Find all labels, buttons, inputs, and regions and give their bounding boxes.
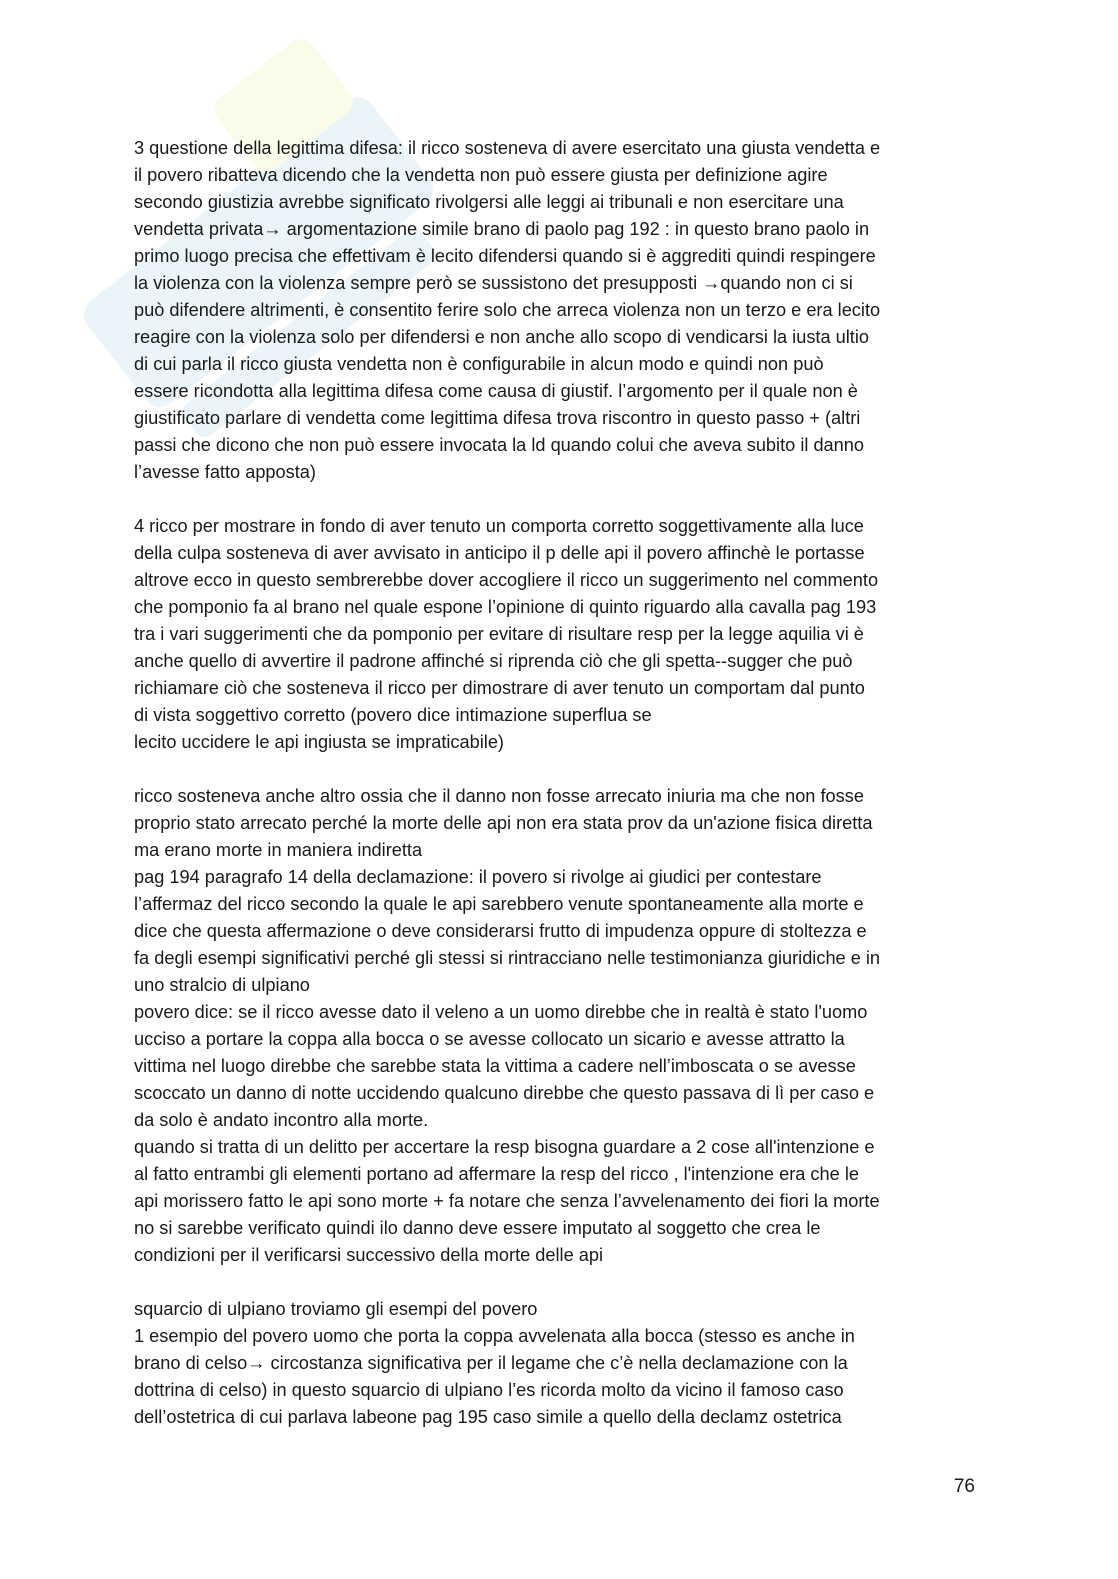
text-line: della culpa sosteneva di aver avvisato in anticipo il p delle api il povero affinchè le portasse	[134, 543, 865, 563]
text-line: può difendere altrimenti, è consentito ferire solo che arreca violenza non un terzo e era lecito	[134, 300, 881, 320]
text-line: ricco sosteneva anche altro ossia che il danno non fosse arrecato iniuria ma che non fosse	[134, 786, 864, 806]
text-line: api morissero fatto le api sono morte + fa notare che senza l’avvelenamento dei fiori la morte	[134, 1191, 880, 1211]
text-line: proprio stato arrecato perché la morte delle api non era stata prov da un'azione fisica diretta	[134, 813, 873, 833]
text-line: al fatto entrambi gli elementi portano ad affermare la resp del ricco , l'intenzione era che le	[134, 1164, 859, 1184]
text-line: 4 ricco per mostrare in fondo di aver tenuto un comporta corretto soggettivamente alla luce	[134, 516, 864, 536]
paragraph-legittima-difesa	[134, 135, 984, 486]
text-line: ucciso a portare la coppa alla bocca o se avesse collocato un sicario e avesse attratto la	[134, 1029, 845, 1049]
text-line: uno stralcio di ulpiano	[134, 975, 310, 995]
paragraph-danno-indiretto	[134, 783, 984, 1269]
text-line: giustificato parlare di vendetta come legittima difesa trova riscontro in questo passo + (altri	[134, 408, 861, 428]
text-line: essere ricondotta alla legittima difesa come causa di giustif. l’argomento per il quale non è	[134, 381, 858, 401]
text-line: squarcio di ulpiano troviamo gli esempi del povero	[134, 1299, 538, 1319]
text-line: passi che dicono che non può essere invocata la ld quando colui che aveva subito il danno	[134, 435, 865, 455]
text-line: no si sarebbe verificato quindi ilo danno deve essere imputato al soggetto che crea le	[134, 1218, 821, 1238]
text-line: il povero ribatteva dicendo che la vendetta non può essere giusta per definizione agire	[134, 165, 828, 185]
text-line: quando si tratta di un delitto per accertare la resp bisogna guardare a 2 cose all'intenzione e	[134, 1137, 875, 1157]
text-line: da solo è andato incontro alla morte.	[134, 1110, 429, 1130]
text-line: pag 194 paragrafo 14 della declamazione: il povero si rivolge ai giudici per contestare	[134, 867, 822, 887]
text-line: altrove ecco in questo sembrerebbe dover accogliere il ricco un suggerimento nel commento	[134, 570, 879, 590]
text-line: 1 esempio del povero uomo che porta la coppa avvelenata alla bocca (stesso es anche in	[134, 1326, 855, 1346]
page-text	[134, 135, 984, 1458]
text-line: 3 questione della legittima difesa: il ricco sosteneva di avere esercitato una giusta vendetta e	[134, 138, 881, 158]
text-line: scoccato un danno di notte uccidendo qualcuno direbbe che questo passava di lì per caso e	[134, 1083, 875, 1103]
paragraph-avviso-ricco	[134, 513, 984, 756]
text-line: che pomponio fa al brano nel quale espone l’opinione di quinto riguardo alla cavalla pag 193	[134, 597, 877, 617]
text-line: dice che questa affermazione o deve considerarsi frutto di impudenza oppure di stoltezza e	[134, 921, 867, 941]
text-line: dell’ostetrica di cui parlava labeone pag 195 caso simile a quello della declamz ostetrica	[134, 1407, 842, 1427]
text-line: tra i vari suggerimenti che da pomponio per evitare di risultare resp per la legge aquilia vi è	[134, 624, 864, 644]
text-line: condizioni per il verificarsi successivo della morte delle api	[134, 1245, 604, 1265]
text-line: brano di celso→ circostanza significativa per il legame che c’è nella declamazione con la	[134, 1353, 848, 1373]
text-line: lecito uccidere le api ingiusta se impraticabile)	[134, 732, 504, 752]
paragraph-squarcio-ulpiano	[134, 1296, 984, 1431]
text-line: di vista soggettivo corretto (povero dice intimazione superflua se	[134, 705, 652, 725]
text-line: primo luogo precisa che effettivam è lecito difendersi quando si è aggrediti quindi respingere	[134, 246, 876, 266]
text-line: reagire con la violenza solo per difendersi e non anche allo scopo di vendicarsi la iusta ultio	[134, 327, 870, 347]
text-line: la violenza con la violenza sempre però se sussistono det presupposti →quando non ci si	[134, 273, 853, 293]
text-line: vittima nel luogo direbbe che sarebbe stata la vittima a cadere nell’imboscata o se avesse	[134, 1056, 856, 1076]
text-line: di cui parla il ricco giusta vendetta non è configurabile in alcun modo e quindi non può	[134, 354, 824, 374]
text-line: anche quello di avvertire il padrone affinché si riprenda ciò che gli spetta--sugger che può	[134, 651, 853, 671]
text-line: dottrina di celso) in questo squarcio di ulpiano l’es ricorda molto da vicino il famoso caso	[134, 1380, 844, 1400]
text-line: richiamare ciò che sosteneva il ricco per dimostrare di aver tenuto un comportam dal punto	[134, 678, 865, 698]
text-line: l’affermaz del ricco secondo la quale le api sarebbero venute spontaneamente alla morte e	[134, 894, 864, 914]
page-number: 76	[953, 1476, 975, 1497]
text-line: fa degli esempi significativi perché gli stessi si rintracciano nelle testimonianza giuridiche e in	[134, 948, 881, 968]
text-line: povero dice: se il ricco avesse dato il veleno a un uomo direbbe che in realtà è stato l'uomo	[134, 1002, 868, 1022]
text-line: secondo giustizia avrebbe significato rivolgersi alle leggi ai tribunali e non esercitare una	[134, 192, 844, 212]
text-line: vendetta privata→ argomentazione simile brano di paolo pag 192 : in questo brano paolo in	[134, 219, 870, 239]
text-line: l’avesse fatto apposta)	[134, 462, 316, 482]
text-line: ma erano morte in maniera indiretta	[134, 840, 423, 860]
